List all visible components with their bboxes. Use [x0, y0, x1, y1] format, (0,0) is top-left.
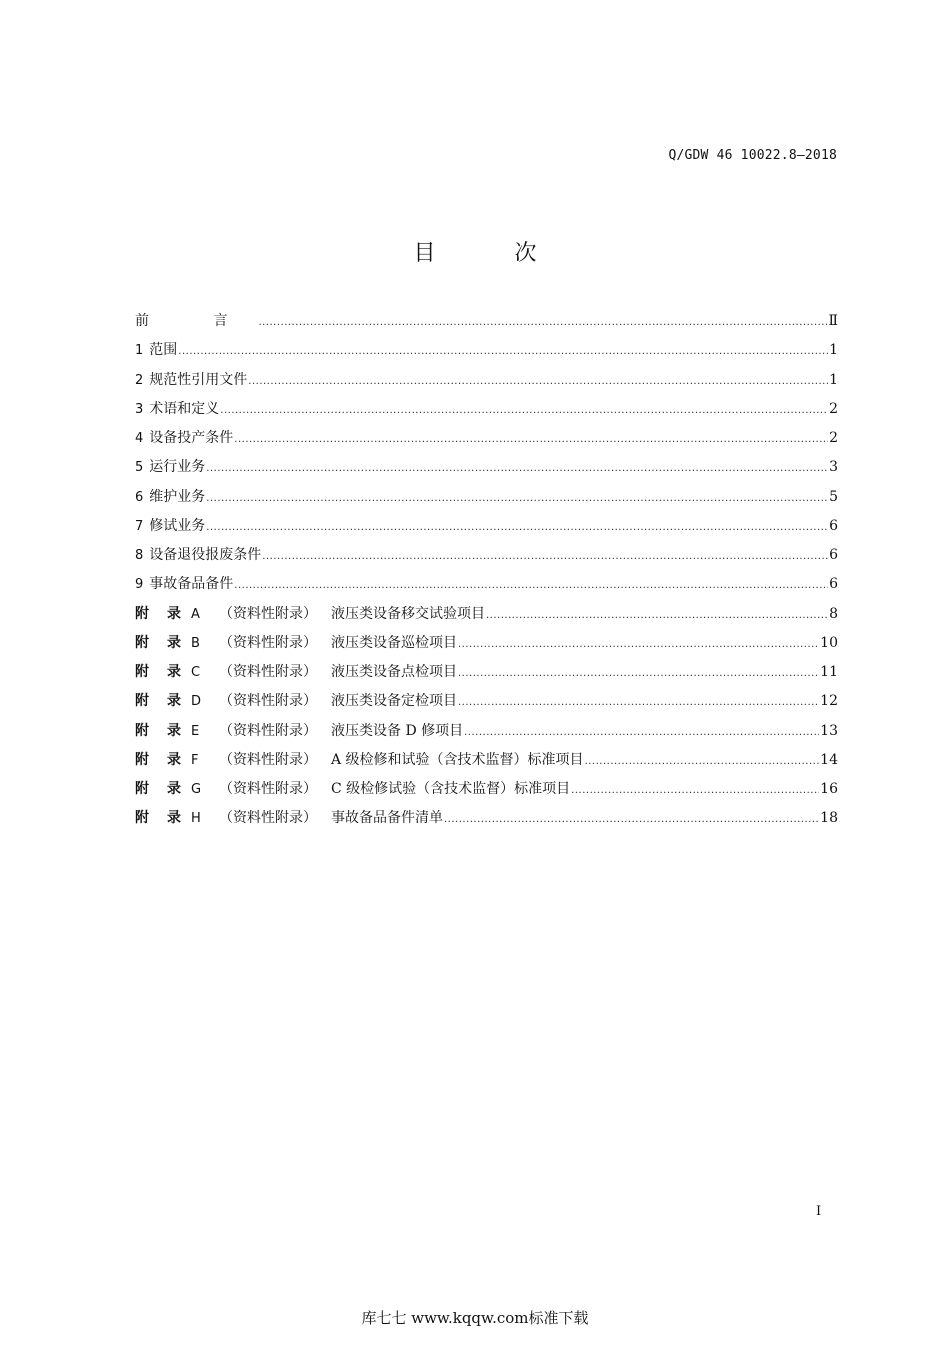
- section-number: 6: [135, 489, 144, 505]
- section-title: 事故备品备件: [149, 576, 234, 593]
- annex-nature: （资料性附录）: [219, 664, 317, 680]
- toc-leader-dots: [206, 516, 828, 540]
- annex-word: 附: [135, 605, 149, 622]
- annex-title: C 级检修试验（含技术监督）标准项目: [331, 781, 571, 797]
- annex-nature: （资料性附录）: [219, 722, 317, 739]
- annex-word: 录: [167, 722, 181, 739]
- section-number: 3: [135, 401, 144, 417]
- annex-title: A 级检修和试验（含技术监督）标准项目: [331, 751, 584, 768]
- toc-page-number: 14: [820, 751, 838, 768]
- toc-entry-label: [135, 338, 177, 363]
- toc-entry-section-2[interactable]: [135, 368, 838, 397]
- annex-title: 液压类设备巡检项目: [331, 634, 457, 651]
- toc-entry-annex-h[interactable]: [135, 806, 838, 835]
- toc-page-number: 18: [820, 810, 838, 827]
- annex-title: 液压类设备定检项目: [331, 693, 457, 710]
- toc-entry-label: [135, 514, 205, 539]
- document-code: Q/GDW 46 10022.8—2018: [668, 148, 837, 163]
- toc-page-number: 5: [829, 488, 838, 505]
- annex-word: 录: [167, 781, 181, 797]
- toc-page-number: 1: [829, 342, 838, 359]
- toc-entry-section-4[interactable]: [135, 426, 838, 455]
- toc-leader-dots: [178, 340, 828, 364]
- toc-leader-dots: [486, 604, 828, 628]
- section-title: 范围: [149, 342, 178, 359]
- toc-leader-dots: [234, 428, 828, 452]
- toc-entry-label: [135, 719, 463, 744]
- toc-entry-label: [135, 572, 233, 597]
- toc-entry-label: 前 言: [135, 313, 258, 329]
- toc-entry-label: [135, 455, 205, 480]
- annex-letter: H: [191, 811, 201, 827]
- annex-letter: D: [191, 694, 202, 710]
- toc-leader-dots: [234, 574, 828, 598]
- section-title: 维护业务: [149, 488, 206, 505]
- toc-entry-annex-c[interactable]: [135, 660, 838, 689]
- annex-nature: （资料性附录）: [219, 810, 317, 827]
- page-number: I: [816, 1204, 822, 1219]
- annex-word: 附: [135, 751, 149, 768]
- toc-entry-section-5[interactable]: [135, 455, 838, 484]
- section-title: 规范性引用文件: [149, 371, 248, 388]
- annex-nature: （资料性附录）: [219, 634, 317, 651]
- toc-page-number: 10: [820, 634, 838, 651]
- toc-page-number: 6: [829, 576, 838, 593]
- toc-entry-section-1[interactable]: [135, 338, 838, 367]
- toc-entry-label: [135, 426, 233, 451]
- toc-entry-annex-e[interactable]: [135, 719, 838, 748]
- annex-word: 附: [135, 722, 149, 739]
- annex-title: 液压类设备点检项目: [331, 664, 457, 680]
- annex-word: 录: [167, 605, 181, 622]
- toc-entry-foreword[interactable]: [135, 309, 838, 338]
- toc-leader-dots: [571, 779, 819, 803]
- toc-page-number: 6: [829, 547, 838, 563]
- section-title: 运行业务: [149, 459, 206, 476]
- toc-entry-label: [135, 397, 219, 422]
- annex-letter: E: [191, 723, 200, 739]
- toc-page-number: Ⅱ: [828, 313, 838, 329]
- toc-leader-dots: [458, 691, 819, 715]
- toc-entry-annex-g[interactable]: [135, 777, 838, 806]
- toc-entry-label: [135, 748, 584, 773]
- toc-leader-dots: [248, 370, 828, 394]
- toc-entry-section-9[interactable]: [135, 572, 838, 601]
- toc-page-number: 11: [820, 664, 838, 680]
- annex-word: 附: [135, 810, 149, 827]
- annex-word: 录: [167, 634, 181, 651]
- annex-nature: （资料性附录）: [219, 751, 317, 768]
- section-number: 5: [135, 460, 144, 476]
- toc-page-number: 2: [829, 400, 838, 417]
- toc-entry-annex-a[interactable]: [135, 602, 838, 631]
- section-number: 1: [135, 343, 144, 359]
- toc-entry-label: [135, 485, 205, 510]
- annex-letter: C: [191, 665, 201, 680]
- toc-leader-dots: [585, 750, 820, 774]
- toc-leader-dots: [458, 662, 819, 686]
- toc-page-number: 13: [820, 722, 838, 739]
- toc-entry-label: [135, 543, 261, 568]
- annex-letter: F: [191, 752, 199, 768]
- toc-page-number: 2: [829, 430, 838, 446]
- section-number: 9: [135, 577, 144, 593]
- annex-title: 液压类设备移交试验项目: [331, 605, 485, 622]
- toc-leader-dots: [220, 399, 828, 423]
- toc-leader-dots: [444, 808, 819, 832]
- toc-entry-label: [135, 806, 443, 831]
- toc-page-number: 16: [820, 781, 838, 797]
- toc-leader-dots: [464, 721, 819, 745]
- toc-entry-label: [135, 631, 457, 656]
- toc-title: 目 次: [413, 241, 573, 266]
- annex-word: 录: [167, 751, 181, 768]
- section-number: 8: [135, 548, 144, 563]
- annex-word: 录: [167, 664, 181, 680]
- toc-page-number: 3: [829, 459, 838, 476]
- toc-entry-section-6[interactable]: [135, 485, 838, 514]
- toc-entry-label: [135, 777, 570, 802]
- section-title: 设备投产条件: [149, 430, 234, 446]
- table-of-contents: [135, 309, 838, 836]
- toc-entry-annex-b[interactable]: [135, 631, 838, 660]
- toc-entry-section-3[interactable]: [135, 397, 838, 426]
- toc-page-number: 8: [829, 605, 838, 622]
- toc-leader-dots: [262, 545, 828, 569]
- section-title: 设备退役报废条件: [149, 547, 262, 563]
- annex-nature: （资料性附录）: [219, 781, 317, 797]
- toc-entry-annex-f[interactable]: [135, 748, 838, 777]
- toc-leader-dots: [206, 487, 828, 511]
- annex-word: 附: [135, 693, 149, 710]
- toc-page-number: 6: [829, 517, 838, 534]
- annex-title: 液压类设备 D 修项目: [331, 722, 464, 739]
- section-title: 术语和定义: [149, 400, 220, 417]
- toc-entry-label: [135, 689, 457, 714]
- toc-entry-label: [135, 660, 457, 685]
- section-number: 7: [135, 518, 144, 534]
- annex-word: 附: [135, 634, 149, 651]
- annex-title: 事故备品备件清单: [331, 810, 443, 827]
- annex-word: 附: [135, 781, 149, 797]
- annex-nature: （资料性附录）: [219, 693, 317, 710]
- section-number: 4: [135, 431, 144, 446]
- toc-leader-dots: [458, 633, 819, 657]
- toc-page-number: 12: [820, 693, 838, 710]
- toc-entry-label: [135, 368, 247, 393]
- annex-letter: A: [191, 606, 200, 622]
- annex-letter: B: [191, 635, 200, 651]
- annex-nature: （资料性附录）: [219, 605, 317, 622]
- section-number: 2: [135, 372, 144, 388]
- footer-watermark: 库七七 www.kqqw.com标准下载: [361, 1309, 589, 1327]
- annex-letter: G: [191, 782, 202, 797]
- annex-word: 录: [167, 693, 181, 710]
- toc-entry-label: [135, 602, 485, 627]
- toc-entry-section-7[interactable]: [135, 514, 838, 543]
- section-title: 修试业务: [149, 517, 206, 534]
- toc-leader-dots: [206, 457, 828, 481]
- toc-leader-dots: [258, 311, 827, 335]
- annex-word: 附: [135, 664, 149, 680]
- toc-entry-section-8[interactable]: [135, 543, 838, 572]
- annex-word: 录: [167, 810, 181, 827]
- toc-entry-annex-d[interactable]: [135, 689, 838, 718]
- toc-page-number: 1: [829, 371, 838, 388]
